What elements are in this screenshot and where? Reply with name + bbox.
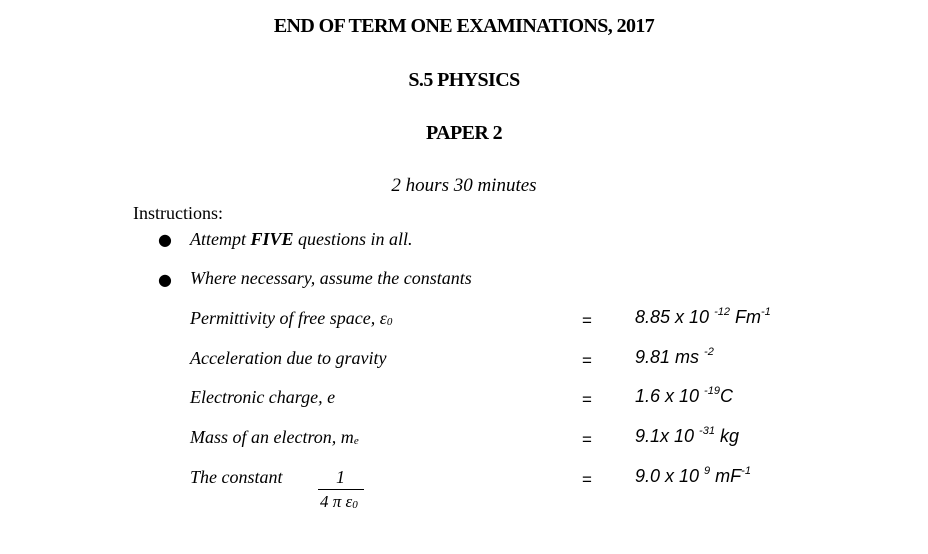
constant-1-unit-exponent: -1 [760,306,771,318]
constant-name-permittivity [190,308,392,329]
equals-sign: = [582,311,592,330]
constant-4-unit: kg [714,426,739,446]
constant-value-gravity [635,347,714,368]
constant-5-exponent: 9 [704,465,711,477]
exam-duration: 2 hours 30 minutes [391,175,537,196]
constant-name-charge: Electronic charge, e [190,387,336,407]
constant-5-unit: mF [710,466,742,486]
constant-3-mantissa: 1.6 x 10 [635,386,705,406]
constant-1-name: Permittivity of free space, [190,308,380,328]
constant-1-unit: Fm [729,307,761,327]
constant-5-denominator: 4 π ε [320,492,353,511]
constant-1-mantissa: 8.85 x 10 [635,307,715,327]
constant-2-exponent: -2 [704,346,714,358]
constant-5-mantissa: 9.0 x 10 [635,466,705,486]
fraction-denominator [320,492,358,512]
instruction-item-2: Where necessary, assume the constants [190,268,472,288]
paper-number: PAPER 2 [426,122,502,144]
constant-name-coulomb: The constant [190,467,283,487]
instruction-item-1 [190,229,413,250]
constant-value-permittivity [635,307,771,328]
constant-3-unit: C [719,386,733,406]
constant-1-exponent: -12 [714,306,730,318]
constant-3-exponent: -19 [704,385,720,397]
instructions-label: Instructions: [133,203,223,223]
exam-title: END OF TERM ONE EXAMINATIONS, 2017 [273,15,655,37]
constant-value-charge [635,386,733,407]
equals-sign: = [582,430,592,449]
equals-sign: = [582,470,592,489]
constant-value-coulomb [635,466,751,487]
equals-sign: = [582,351,592,370]
class-subject: S.5 PHYSICS [408,69,520,91]
constant-name-electron-mass [190,427,359,448]
constant-1-symbol-sub: 0 [386,316,393,328]
equals-sign: = [582,390,592,409]
constant-value-electron-mass [635,426,739,447]
constant-4-name-sub: e [353,435,359,447]
constant-5-unit-exponent: -1 [741,465,751,477]
instruction-1-emphasis: FIVE [250,229,294,249]
constant-2-mantissa: 9.81 ms [635,347,705,367]
constant-4-name: Mass of an electron, m [190,427,354,447]
instruction-1-suffix: questions in all. [293,229,413,249]
constant-4-exponent: -31 [699,425,715,437]
constant-name-gravity: Acceleration due to gravity [190,348,387,368]
bullet-icon: ● [158,230,172,249]
fraction-bar [318,489,364,490]
constant-1-symbol: ε [379,308,387,328]
bullet-icon: ● [158,270,172,289]
instruction-1-prefix: Attempt [190,229,251,249]
fraction-numerator: 1 [336,467,345,487]
constant-5-denominator-sub: 0 [352,499,358,511]
constant-4-mantissa: 9.1x 10 [635,426,700,446]
